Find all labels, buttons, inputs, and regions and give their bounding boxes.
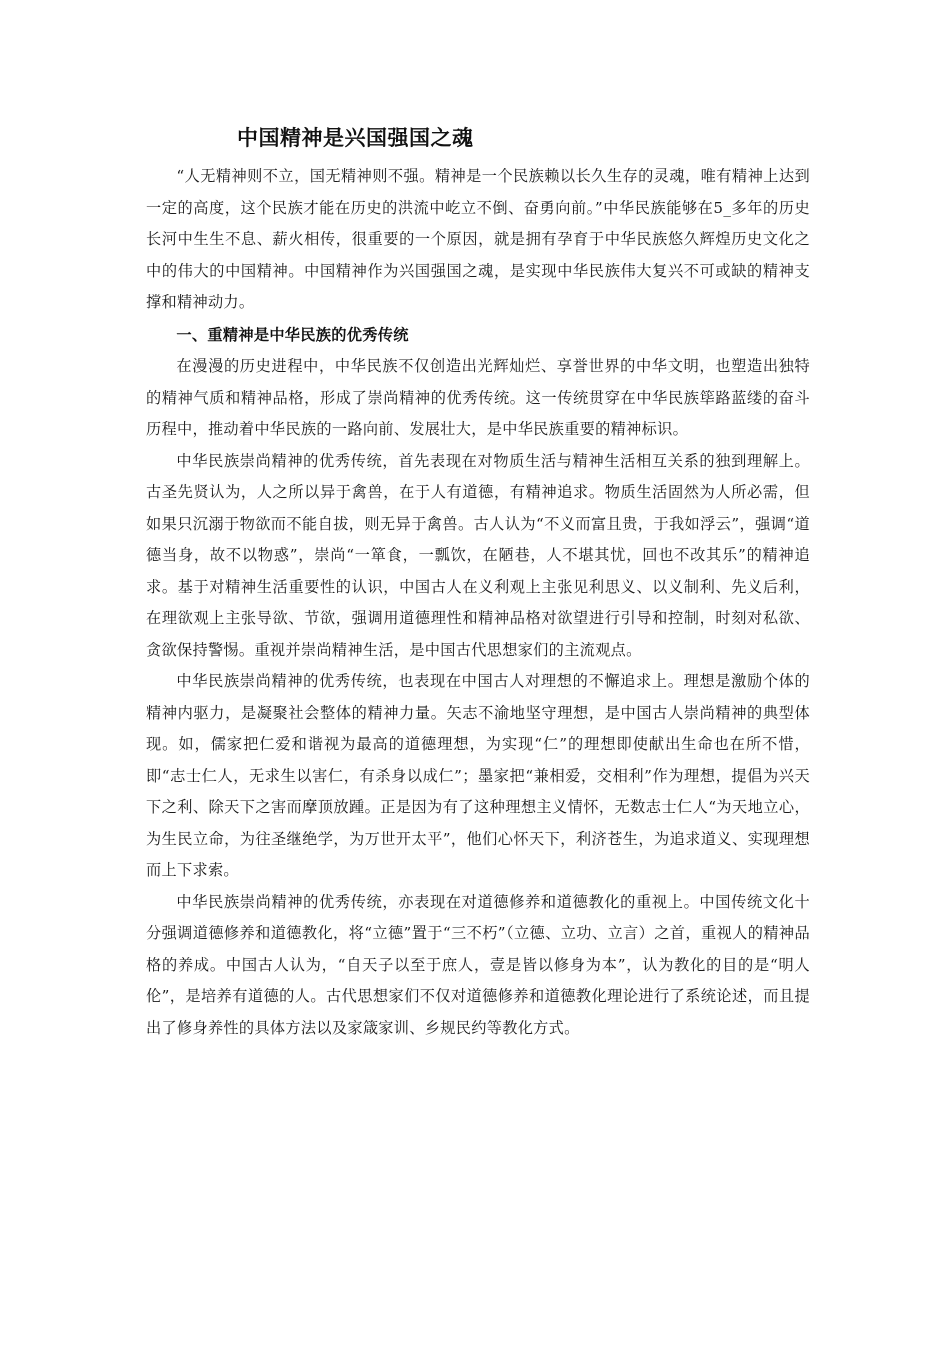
body-paragraph-2: 中华民族崇尚精神的优秀传统，首先表现在对物质生活与精神生活相互关系的独到理解上。古圣先贤认为，人之所以异于禽兽，在于人有道德，有精神追求。物质生活固然为人所必需，但如果只沉溺于物欲而不能自拔，则无异于禽兽。古人认为“不义而富且贵，于我如浮云”，强调“道德当身，故不以物惑”，崇尚“一箪食，一瓢饮，在陋巷，人不堪其忧，回也不改其乐”的精神追求。基于对精神生活重要性的认识，中国古人在义利观上主张见利思义、以义制利、先义后利，在理欲观上主张导欲、节欲，强调用道德理性和精神品格对欲望进行引导和控制，时刻对私欲、贪欲保持警惕。重视并崇尚精神生活，是中国古代思想家们的主流观点。 — [146, 451, 810, 659]
section-heading: 一、重精神是中华民族的优秀传统 — [176, 325, 409, 344]
intro-paragraph: “人无精神则不立，国无精神则不强。精神是一个民族赖以长久生存的灵魂，唯有精神上达到一定的高度，这个民族才能在历史的洪流中屹立不倒、奋勇向前。”中华民族能够在5_多年的历史长河中生生不息、薪火相传，很重要的一个原因，就是拥有孕育于中华民族悠久辉煌历史文化之中的伟大的中国精神。中国精神作为兴国强国之魂，是实现中华民族伟大复兴不可或缺的精神支撑和精神动力。 — [146, 167, 810, 311]
body-paragraph-4: 中华民族崇尚精神的优秀传统，亦表现在对道德修养和道德教化的重视上。中国传统文化十分强调道德修养和道德教化，将“立德”置于“三不朽”（立德、立功、立言）之首，重视人的精神品格的养成。中国古人认为，“自天子以至于庶人，壹是皆以修身为本”，认为教化的目的是“明人伦”，是培养有道德的人。古代思想家们不仅对道德修养和道德教化理论进行了系统论述，而且提出了修身养性的具体方法以及家箴家训、乡规民约等教化方式。 — [146, 892, 810, 1037]
document-body — [146, 161, 810, 1044]
document-title: 中国精神是兴国强国之魂 — [237, 126, 474, 150]
body-paragraph-1: 在漫漫的历史进程中，中华民族不仅创造出光辉灿烂、享誉世界的中华文明，也塑造出独特的精神气质和精神品格，形成了崇尚精神的优秀传统。这一传统贯穿在中华民族筚路蓝缕的奋斗历程中，推动着中华民族的一路向前、发展壮大，是中华民族重要的精神标识。 — [146, 357, 810, 438]
body-paragraph-3: 中华民族崇尚精神的优秀传统，也表现在中国古人对理想的不懈追求上。理想是激励个体的精神内驱力，是凝聚社会整体的精神力量。矢志不渝地坚守理想，是中国古人崇尚精神的典型体现。如，儒家把仁爱和谐视为最高的道德理想，为实现“仁”的理想即使献出生命也在所不惜，即“志士仁人，无求生以害仁，有杀身以成仁”；墨家把“兼相爱，交相利”作为理想，提倡为兴天下之利、除天下之害而摩顶放踵。正是因为有了这种理想主义情怀，无数志士仁人“为天地立心，为生民立命，为往圣继绝学，为万世开太平”，他们心怀天下，利济苍生，为追求道义、实现理想而上下求索。 — [146, 672, 810, 879]
